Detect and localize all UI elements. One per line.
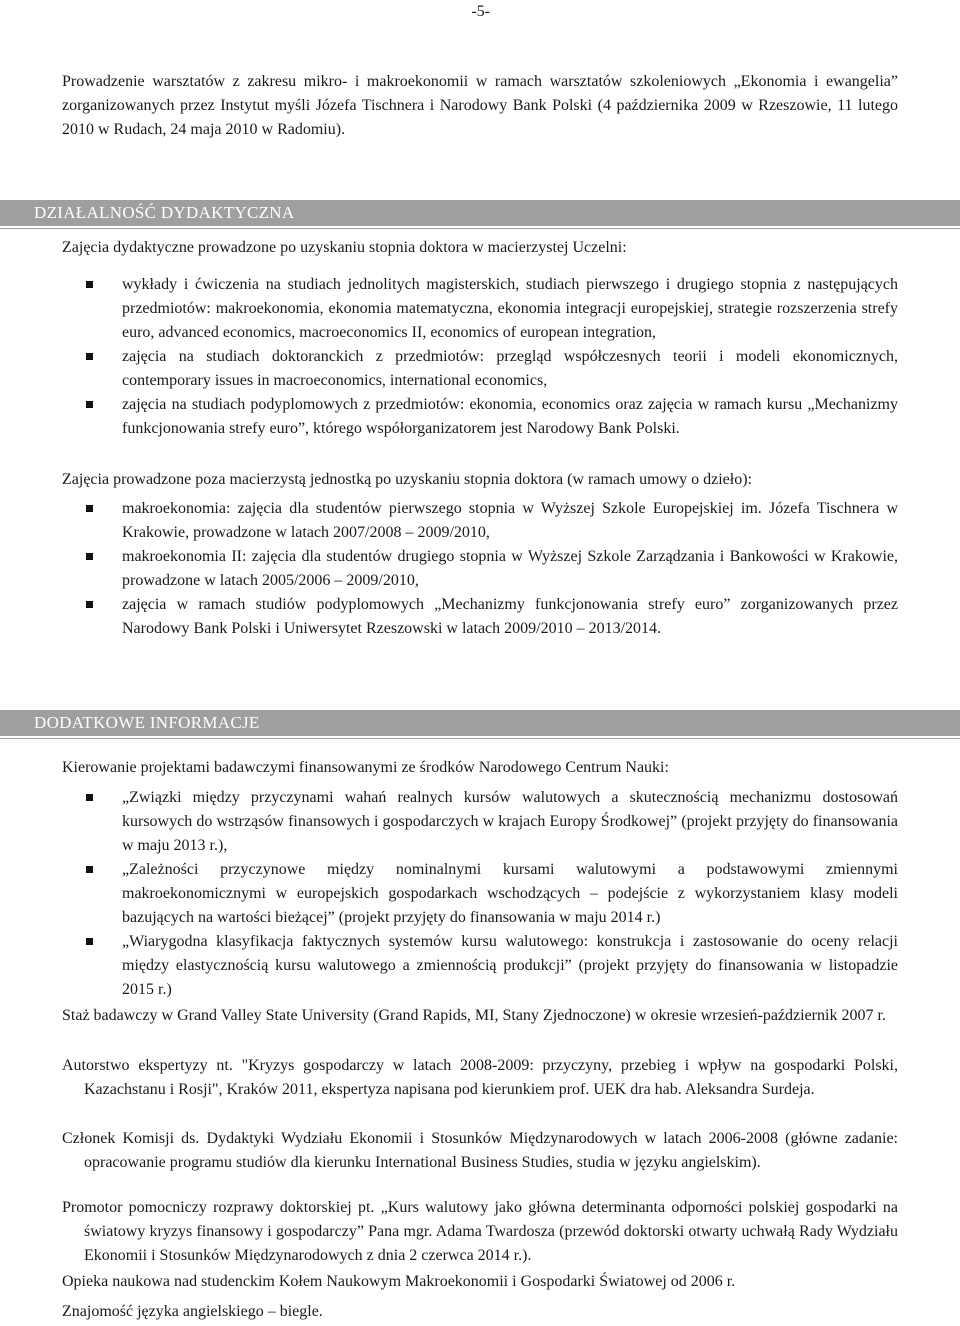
list-item: „Wiarygodna klasyfikacja faktycznych systemów kursu walutowego: konstrukcja i zastosowanie do oceny relacji między elastycznością kursu walutowego a zmiennością produkcji” (projekt przyjęty do finansowania w listopadzie 2015 r.): [86, 930, 898, 1002]
section-title: DODATKOWE INFORMACJE: [34, 713, 260, 732]
list-item: „Zależności przyczynowe między nominalnymi kursami walutowymi a podstawowymi zmiennymi makroekonomicznymi w europejskich gospodarkach wschodzących – podejście z wykorzystaniem klasy modeli bazujących na wartości bieżącej” (projekt przyjęty do finansowania w maju 2014 r.): [86, 858, 898, 930]
bullet-square-icon: [86, 794, 93, 801]
language-paragraph: Znajomość języka angielskiego – biegle.: [62, 1303, 323, 1320]
list-item: zajęcia w ramach studiów podyplomowych „Mechanizmy funkcjonowania strefy euro” zorganizowanych przez Narodowy Bank Polski i Uniwersytet Rzeszowski w latach 2009/2010 – 2013/2014.: [86, 593, 898, 641]
page-number: -5-: [471, 3, 490, 20]
teaching-lead-2: Zajęcia prowadzone poza macierzystą jednostką po uzyskaniu stopnia doktora (w ramach umowy o dzieło):: [62, 471, 752, 488]
section-header-dydaktyczna: [0, 200, 960, 226]
bullet-square-icon: [86, 866, 93, 873]
list-item: „Związki między przyczynami wahań realnych kursów walutowych a skutecznością mechanizmu dostosowań kursowych do wstrząsów finansowych i gospodarczych w krajach Europy Środkowej” (projekt przyjęty do finansowania w maju 2013 r.),: [86, 786, 898, 858]
section-header-dodatkowe: [0, 710, 960, 736]
projects-lead: Kierowanie projektami badawczymi finansowanymi ze środków Narodowego Centrum Nauki:: [62, 759, 669, 776]
bullet-square-icon: [86, 601, 93, 608]
supervisor-paragraph: Promotor pomocniczy rozprawy doktorskiej pt. „Kurs walutowy jako główna determinanta odporności polskiej gospodarki na światowy kryzys finansowy i gospodarczy” Pana mgr. Adama Twardosza (przewód doktorski otwarty uchwałą Rady Wydziału Ekonomii i Stosunków Międzynarodowych z dnia 2 czerwca 2014 r.).: [62, 1199, 898, 1264]
teaching-lead: Zajęcia dydaktyczne prowadzone po uzyskaniu stopnia doktora w macierzystej Uczelni:: [62, 239, 627, 256]
projects-list: [86, 786, 898, 1002]
bullet-square-icon: [86, 353, 93, 360]
list-item: zajęcia na studiach doktoranckich z przedmiotów: przegląd współczesnych teorii i modeli ekonomicznych, contemporary issues in macroeconomics, international economics,: [86, 345, 898, 393]
list-item: wykłady i ćwiczenia na studiach jednolitych magisterskich, studiach pierwszego i drugiego stopnia z następujących przedmiotów: makroekonomia, ekonomia matematyczna, ekonomia integracji europejskiej, strategie rozszerzenia strefy euro, advanced economics, macroeconomics II, economics of european integration,: [86, 273, 898, 345]
list-item: makroekonomia: zajęcia dla studentów pierwszego stopnia w Wyższej Szkole Europejskiej im. Józefa Tischnera w Krakowie, prowadzone w latach 2007/2008 – 2009/2010,: [86, 497, 898, 545]
expertise-paragraph: Autorstwo ekspertyzy nt. "Kryzys gospodarczy w latach 2008-2009: przyczyny, przebieg i wpływ na gospodarki Polski, Kazachstanu i Rosji", Kraków 2011, ekspertyza napisana pod kierunkiem prof. UEK dra hab. Aleksandra Surdeja.: [62, 1057, 898, 1098]
committee-paragraph: Członek Komisji ds. Dydaktyki Wydziału Ekonomii i Stosunków Międzynarodowych w latach 2006-2008 (główne zadanie: opracowanie programu studiów dla kierunku International Business Studies, studia w języku angielskim).: [62, 1130, 898, 1171]
list-item: makroekonomia II: zajęcia dla studentów drugiego stopnia w Wyższej Szkole Zarządzania i Bankowości w Krakowie, prowadzone w latach 2005/2006 – 2009/2010,: [86, 545, 898, 593]
external-teaching-list: [86, 497, 898, 641]
bullet-square-icon: [86, 505, 93, 512]
bullet-square-icon: [86, 553, 93, 560]
student-circle-paragraph: Opieka naukowa nad studenckim Kołem Naukowym Makroekonomii i Gospodarki Światowej od 2006 r.: [62, 1273, 736, 1290]
bullet-square-icon: [86, 938, 93, 945]
intro-paragraph: Prowadzenie warsztatów z zakresu mikro- i makroekonomii w ramach warsztatów szkoleniowych „Ekonomia i ewangelia” zorganizowanych przez Instytut myśli Józefa Tischnera i Narodowy Bank Polski (4 października 2009 w Rzeszowie, 11 lutego 2010 w Rudach, 24 maja 2010 w Radomiu).: [62, 73, 898, 138]
bullet-square-icon: [86, 401, 93, 408]
list-item: zajęcia na studiach podyplomowych z przedmiotów: ekonomia, economics oraz zajęcia w ramach kursu „Mechanizmy funkcjonowania strefy euro”, którego współorganizatorem jest Narodowy Bank Polski.: [86, 393, 898, 441]
internship-paragraph: Staż badawczy w Grand Valley State University (Grand Rapids, MI, Stany Zjednoczone) w okresie wrzesień-październik 2007 r.: [62, 1007, 886, 1024]
bullet-square-icon: [86, 281, 93, 288]
teaching-list: [86, 273, 898, 441]
section-title: DZIAŁALNOŚĆ DYDAKTYCZNA: [34, 203, 295, 222]
